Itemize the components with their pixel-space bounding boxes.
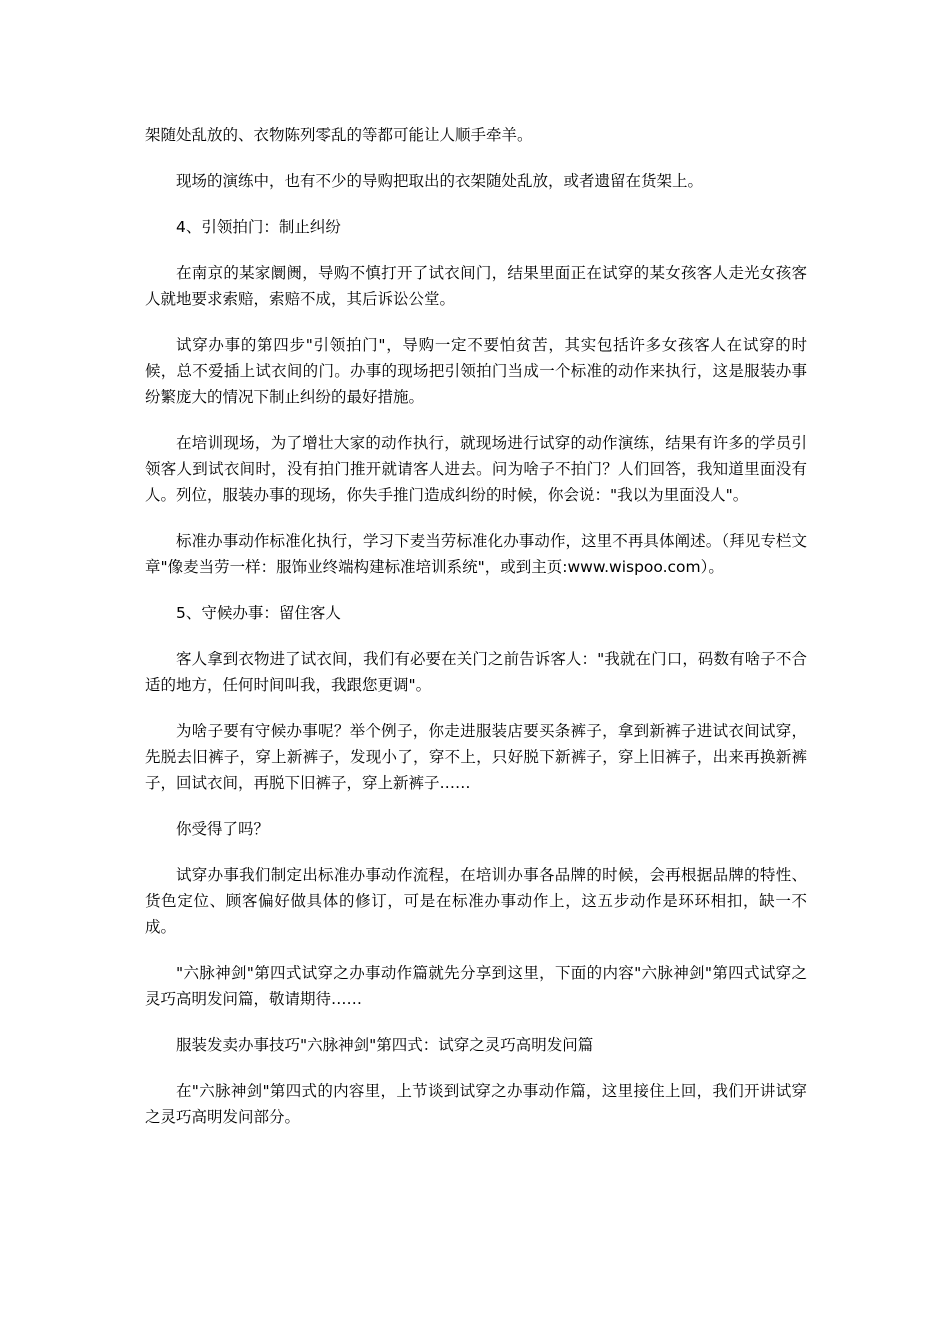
paragraph-fitting-room-reminder: 客人拿到衣物进了试衣间，我们有必要在关门之前告诉客人："我就在门口，码数有啥子不合适的地方，任何时间叫我，我跟您更调"。 xyxy=(145,650,807,694)
paragraph-step-4-explanation: 试穿办事的第四步"引领拍门"，导购一定不要怕贫苦，其实包括许多女孩客人在试穿的时候，总不爱插上试衣间的门。办事的现场把引领拍门当成一个标准的动作来执行，这是服装办事纷繁庞大的情况下制止纠纷的最好措施。 xyxy=(145,336,807,406)
paragraph-continuation: 架随处乱放的、衣物陈列零乱的等都可能让人顺手牵羊。 xyxy=(145,126,533,144)
section-heading-next-part: 服装发卖办事技巧"六脉神剑"第四式：试穿之灵巧高明发问篇 xyxy=(176,1036,594,1054)
paragraph-question: 你受得了吗？ xyxy=(176,820,270,838)
paragraph-rehearsal-hangers: 现场的演练中，也有不少的导购把取出的衣架随处乱放，或者遗留在货架上。 xyxy=(176,172,704,190)
section-heading-step-4: 4、引领拍门：制止纠纷 xyxy=(176,218,341,236)
paragraph-nanjing-case: 在南京的某家阛阓，导购不慎打开了试衣间门，结果里面正在试穿的某女孩客人走光女孩客人就地要求索赔，索赔不成，其后诉讼公堂。 xyxy=(145,264,807,308)
paragraph-next-part-intro: 在"六脉神剑"第四式的内容里，上节谈到试穿之办事动作篇，这里接住上回，我们开讲试穿之灵巧高明发问部分。 xyxy=(145,1082,807,1126)
paragraph-next-part-preview: "六脉神剑"第四式试穿之办事动作篇就先分享到这里，下面的内容"六脉神剑"第四式试穿之灵巧高明发问篇，敬请期待…… xyxy=(145,964,807,1008)
document-body xyxy=(145,122,807,1148)
paragraph-service-process: 试穿办事我们制定出标准办事动作流程，在培训办事各品牌的时候，会再根据品牌的特性、货色定位、顾客偏好做具体的修订，可是在标准办事动作上，这五步动作是环环相扣，缺一不成。 xyxy=(145,866,807,936)
paragraph-waiting-service-example: 为啥子要有守候办事呢？举个例子，你走进服装店要买条裤子，拿到新裤子进试衣间试穿，先脱去旧裤子，穿上新裤子，发现小了，穿不上，只好脱下新裤子，穿上旧裤子，出来再换新裤子，回试衣间，再脱下旧裤子，穿上新裤子…… xyxy=(145,722,807,792)
paragraph-training-scene: 在培训现场，为了增壮大家的动作执行，就现场进行试穿的动作演练，结果有许多的学员引领客人到试衣间时，没有拍门推开就请客人进去。问为啥子不拍门？人们回答，我知道里面没有人。列位，服装办事的现场，你失手推门造成纠纷的时候，你会说："我以为里面没人"。 xyxy=(145,434,807,504)
paragraph-standardized-service: 标准办事动作标准化执行，学习下麦当劳标准化办事动作，这里不再具体阐述。（拜见专栏文章"像麦当劳一样：服饰业终端构建标准培训系统"，或到主页:www.wispoo.com）。 xyxy=(145,532,807,576)
section-heading-step-5: 5、守候办事：留住客人 xyxy=(176,604,341,622)
